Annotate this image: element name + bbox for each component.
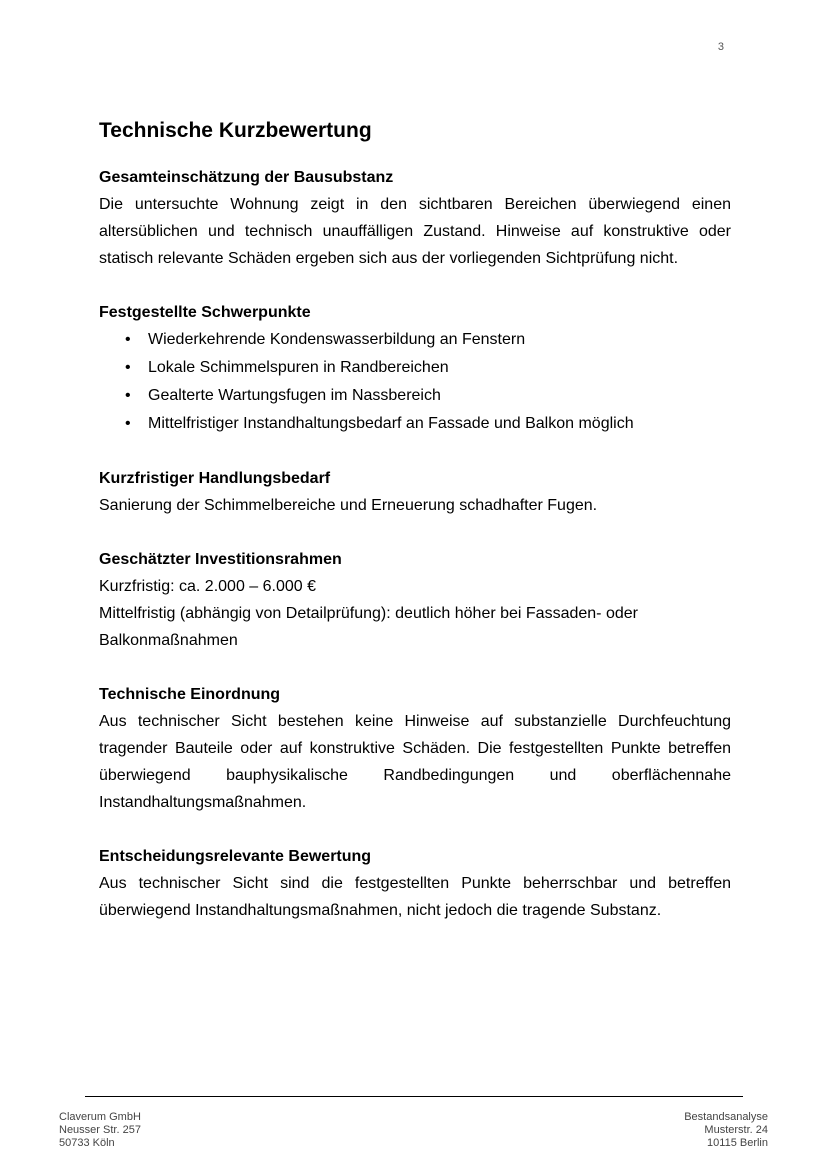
list-item <box>124 354 731 382</box>
list-item <box>124 326 731 354</box>
section-text: Aus technischer Sicht bestehen keine Hinweise auf substanzielle Durchfeuchtung tragender Bauteile oder auf konstruktive Schäden. Die festgestellten Punkte betreffen überwiegend bauphysikalische Randbedingungen und oberflächennahe Instandhaltungsmaßnahmen. <box>99 713 731 811</box>
footer-property-street: Musterstr. 24 <box>704 1124 768 1136</box>
footer-company-name: Claverum GmbH <box>59 1111 141 1123</box>
document-body <box>99 114 731 951</box>
section-technische-einordnung <box>99 681 731 816</box>
section-text-short-term: Kurzfristig: ca. 2.000 – 6.000 € <box>99 578 317 595</box>
section-handlungsbedarf <box>99 465 731 519</box>
bullet-icon: • <box>125 387 131 404</box>
section-heading: Kurzfristiger Handlungsbedarf <box>99 470 331 487</box>
section-heading: Geschätzter Investitionsrahmen <box>99 551 342 568</box>
footer-company-city: 50733 Köln <box>59 1137 115 1149</box>
section-investitionsrahmen <box>99 546 731 654</box>
section-gesamteinschaetzung <box>99 164 731 272</box>
footer-property-address <box>684 1111 768 1150</box>
section-text-mid-term: Mittelfristig (abhängig von Detailprüfung): deutlich höher bei Fassaden- oder Balkonmaßnahmen <box>99 605 638 649</box>
section-heading: Entscheidungsrelevante Bewertung <box>99 848 372 865</box>
list-item-text: Lokale Schimmelspuren in Randbereichen <box>148 359 449 376</box>
bullet-icon: • <box>125 415 131 432</box>
footer-company-street: Neusser Str. 257 <box>59 1124 141 1136</box>
list-item-text: Wiederkehrende Kondenswasserbildung an Fenstern <box>148 331 526 348</box>
section-heading: Technische Einordnung <box>99 686 281 703</box>
footer-divider <box>85 1096 743 1097</box>
list-item-text: Mittelfristiger Instandhaltungsbedarf an Fassade und Balkon möglich <box>148 415 634 432</box>
section-text: Aus technischer Sicht sind die festgestellten Punkte beherrschbar und betreffen überwiegend Instandhaltungsmaßnahmen, nicht jedoch die tragende Substanz. <box>99 875 731 919</box>
list-item-text: Gealterte Wartungsfugen im Nassbereich <box>148 387 441 404</box>
bullet-icon: • <box>125 359 131 376</box>
footer-document-type: Bestandsanalyse <box>684 1111 768 1123</box>
page-number: 3 <box>717 41 724 53</box>
list-item <box>124 382 731 410</box>
bullet-list <box>99 326 731 438</box>
page-title: Technische Kurzbewertung <box>99 119 372 142</box>
section-text: Sanierung der Schimmelbereiche und Erneuerung schadhafter Fugen. <box>99 497 598 514</box>
list-item <box>124 410 731 438</box>
section-heading: Gesamteinschätzung der Bausubstanz <box>99 169 394 186</box>
section-entscheidung <box>99 843 731 924</box>
section-heading: Festgestellte Schwerpunkte <box>99 304 311 321</box>
bullet-icon: • <box>125 331 131 348</box>
footer-company-address <box>59 1111 141 1150</box>
section-text: Die untersuchte Wohnung zeigt in den sichtbaren Bereichen überwiegend einen altersüblichen und technisch unauffälligen Zustand. Hinweise auf konstruktive oder statisch relevante Schäden ergeben sich aus der vorliegenden Sichtprüfung nicht. <box>99 196 731 267</box>
footer-property-city: 10115 Berlin <box>707 1137 768 1149</box>
section-schwerpunkte <box>99 299 731 438</box>
